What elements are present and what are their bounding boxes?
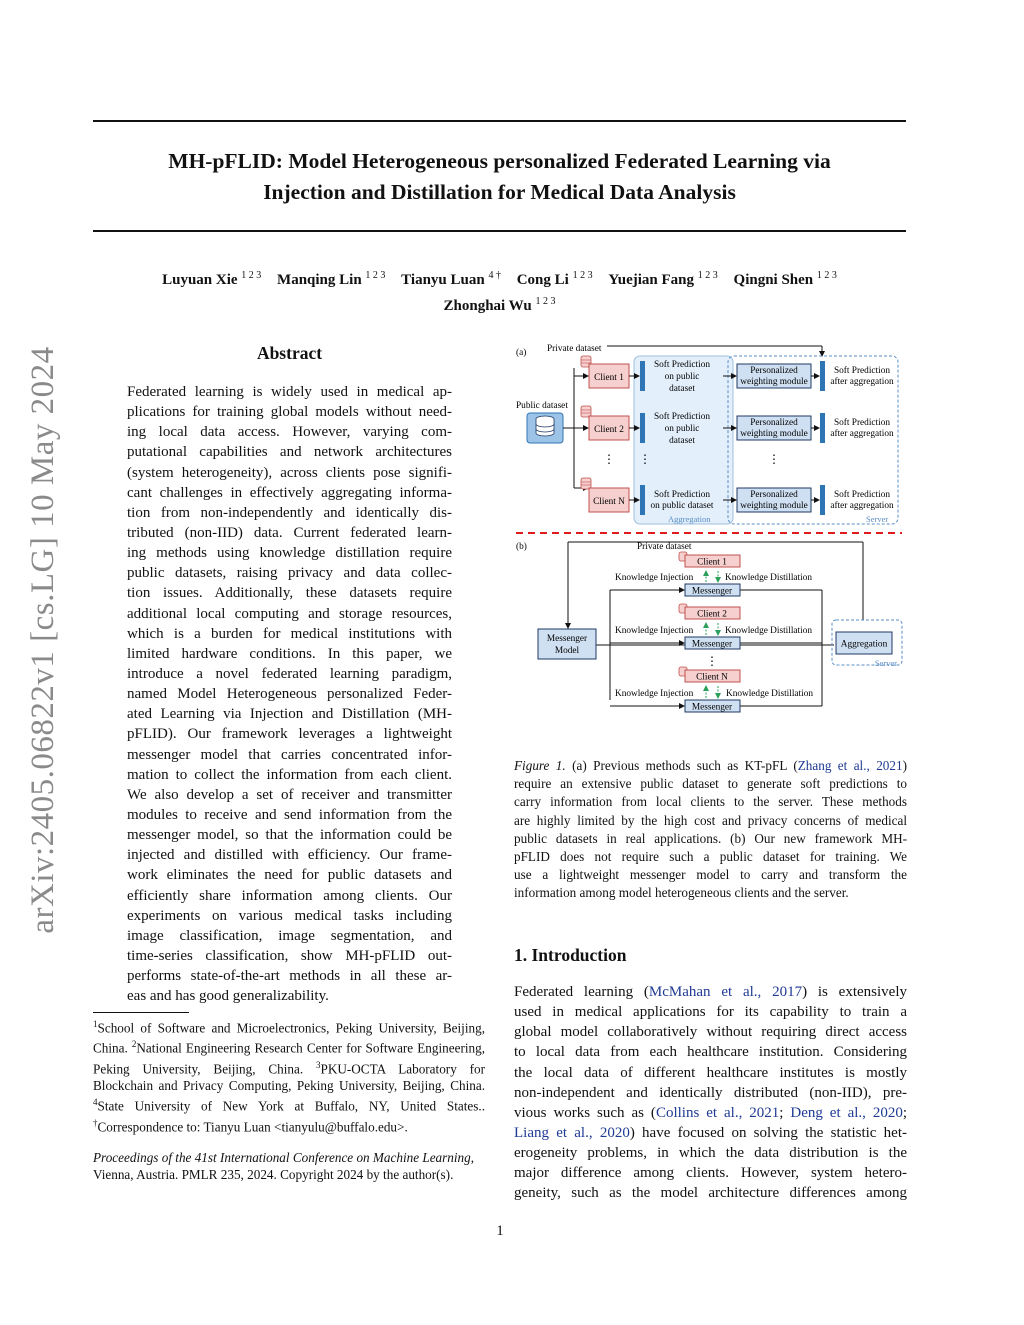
- panel-b-label: (b): [516, 542, 527, 552]
- ellipsis: ⋮: [706, 654, 718, 668]
- caption-line: carry information from local clients to the server. These methods: [514, 794, 907, 810]
- caption-line: Figure 1. (a) Previous methods such as KT-pFL (Zhang et al., 2021): [514, 758, 907, 773]
- ellipsis: ⋮: [603, 452, 615, 466]
- intro-line: Federated learning (McMahan et al., 2017) is extensively: [514, 984, 907, 1000]
- title-line-1: MH-pFLID: Model Heterogeneous personalized Federated Learning via: [168, 149, 831, 173]
- model-bar: [640, 361, 645, 391]
- model-bar: [640, 413, 645, 443]
- abstract-heading: Abstract: [256, 343, 323, 363]
- intro-line: the local data of different healthcare institutes is mostly: [514, 1064, 907, 1081]
- figure-1-diagram: [512, 340, 904, 720]
- soft-pred-label: dataset: [669, 384, 695, 394]
- intro-body: [514, 982, 907, 1204]
- footnote-rule: [93, 1012, 189, 1013]
- abstract-line: (system heterogeneity), across clients pose signifi-: [127, 464, 452, 481]
- title-line-2: Injection and Distillation for Medical Data Analysis: [263, 180, 736, 204]
- abstract-line: eas and has good generalizability.: [127, 988, 329, 1005]
- abstract-line: introduce a novel federated learning paradigm,: [127, 665, 452, 682]
- model-bar: [820, 361, 825, 391]
- abstract-line: pFLID). Our framework leverages a lightweight: [127, 726, 452, 743]
- abstract-line: tributed (non-IID) data. Current federated learn-: [127, 524, 452, 541]
- figure-1: [512, 340, 904, 720]
- intro-line: to local data from each healthcare institution. Considering: [514, 1044, 907, 1061]
- db-icon-clientN: [581, 478, 591, 489]
- module-label: Personalized: [750, 366, 798, 376]
- abstract-line: tion issues. Additionally, these datasets require: [127, 585, 452, 602]
- ellipsis: ⋮: [639, 452, 651, 466]
- caption-line: require an extensive public dataset to generate soft predictions to: [514, 776, 907, 792]
- panel-a-label: (a): [516, 348, 527, 358]
- abstract-line: messenger model that carries concentrated infor-: [127, 746, 452, 763]
- author: Cong Li $^{1 2 3}$: [516, 270, 593, 288]
- abstract-line: performs state-of-the-art methods in all these ar-: [127, 968, 452, 985]
- top-rule: [93, 120, 906, 122]
- abstract-line: experiments on various medical tasks including: [127, 907, 452, 924]
- intro-line: erogeneity problems, in which the data distribution is the: [514, 1145, 907, 1162]
- abstract-line: work eliminates the need for public datasets and: [127, 867, 452, 884]
- knowledge-injection-label: Knowledge Injection: [615, 626, 694, 636]
- citation-link[interactable]: Collins et al., 2021: [655, 1104, 780, 1121]
- intro-line: major difference among clients. However, system hetero-: [514, 1165, 907, 1182]
- abstract-line: mation to collect the information from each client.: [127, 766, 452, 783]
- client-2-label-b: Client 2: [697, 609, 727, 620]
- abstract-line: time-series classification, show MH-pFLID out-: [127, 947, 452, 964]
- soft-pred-label: Soft Prediction: [653, 360, 711, 370]
- caption-line: use a lightweight messenger model to carry and transform the: [514, 867, 907, 883]
- private-dataset-label-a: Private dataset: [547, 344, 602, 354]
- abstract-line: We also develop a set of receiver and transmitter: [127, 786, 452, 803]
- abstract-line: cant challenges in effectively aggregating informa-: [127, 484, 452, 501]
- intro-line: Liang et al., 2020) have focused on solving the statistic het-: [514, 1124, 908, 1141]
- abstract-line: image classification, image segmentation, and: [127, 927, 452, 944]
- abstract-line: injected and distilled with efficiency. Our frame-: [127, 847, 452, 864]
- module-label: Personalized: [750, 490, 798, 500]
- title-bottom-rule: [93, 230, 906, 232]
- private-dataset-label-b: Private dataset: [637, 542, 692, 552]
- module-label: Personalized: [750, 418, 798, 428]
- proceedings-note: Proceedings of the 41st International Conference on Machine Learning, Vienna, Austria. PMLR 235, 2024. Copyright 2024 by the author(s).: [93, 1150, 475, 1182]
- figure-caption: [514, 757, 907, 903]
- abstract-line: named Model Heterogeneous personalized Feder-: [127, 686, 452, 703]
- server-region-label-a: Server: [866, 514, 889, 524]
- intro-line: non-independent and identically distributed (non-IID), pre-: [514, 1084, 907, 1101]
- intro-line: vious works such as (Collins et al., 2021; Deng et al., 2020;: [514, 1104, 908, 1121]
- module-label: weighting module: [740, 377, 808, 387]
- messenger-label: Messenger: [691, 639, 733, 650]
- author: Luyuan Xie $^{1 2 3}$: [162, 270, 262, 288]
- public-dataset-label: Public dataset: [516, 401, 568, 411]
- abstract-line: limited hardware conditions. In this paper, we: [127, 645, 452, 662]
- citation-link[interactable]: Liang et al., 2020: [514, 1124, 630, 1141]
- knowledge-distillation-label: Knowledge Distillation: [725, 626, 813, 636]
- server-region-label-b: Server: [874, 658, 897, 668]
- arxiv-stamp: arXiv:2405.06822v1 [cs.LG] 10 May 2024: [25, 346, 61, 934]
- soft-pred-agg-label: Soft Prediction: [833, 418, 891, 428]
- module-label: weighting module: [740, 429, 808, 439]
- caption-line: are highly limited by the high cost and privacy concerns of medical: [514, 812, 907, 828]
- soft-pred-label: on public: [664, 424, 700, 434]
- client-n-label: Client N: [593, 497, 625, 507]
- soft-pred-agg-label: Soft Prediction: [833, 366, 891, 376]
- abstract-line: ated Learning via Injection and Distillation (MH-: [127, 706, 452, 723]
- client-2-label: Client 2: [594, 425, 624, 435]
- caption-line: pFLID does not require such a public dataset for training. We: [514, 848, 907, 864]
- intro-line: used in medical applications for its capability to train a: [514, 1004, 907, 1021]
- paper-title: [93, 146, 906, 208]
- abstract-line: ing local data access. However, varying com-: [127, 424, 452, 441]
- abstract-line: tion from non-independently and identically dis-: [127, 504, 452, 521]
- caption-line: information among model heterogeneous clients and the server.: [514, 885, 849, 901]
- module-label: weighting module: [740, 501, 808, 511]
- client-n-label-b: Client N: [696, 672, 728, 683]
- db-icon-client2: [581, 406, 591, 417]
- database-icon: [536, 416, 554, 436]
- client-1-label: Client 1: [594, 373, 624, 383]
- abstract-line: efficiently share information among clients. Our: [127, 887, 452, 904]
- messenger-label: Messenger: [691, 702, 733, 713]
- soft-pred-label: on public: [664, 372, 700, 382]
- author: Yuejian Fang $^{1 2 3}$: [608, 270, 718, 288]
- soft-pred-agg-label: Soft Prediction: [833, 490, 891, 500]
- messenger-label: Messenger: [691, 586, 733, 597]
- intro-line: global model collaboratively without requiring direct access: [514, 1024, 907, 1041]
- section-heading: 1. Introduction: [514, 945, 627, 965]
- ellipsis: ⋮: [768, 452, 780, 466]
- author: Manqing Lin $^{1 2 3}$: [277, 270, 386, 288]
- client-1-label-b: Client 1: [697, 557, 727, 568]
- soft-pred-label: on public dataset: [650, 501, 714, 511]
- page-number: 1: [496, 1223, 504, 1239]
- abstract-line: public datasets, raising privacy and data collec-: [127, 565, 452, 582]
- soft-pred-label: dataset: [669, 436, 695, 446]
- knowledge-distillation-label: Knowledge Distillation: [725, 573, 813, 583]
- abstract-line: Federated learning is widely used in medical ap-: [127, 384, 452, 400]
- abstract-body: [127, 382, 452, 1006]
- messenger-model-label: Messenger: [546, 634, 588, 644]
- soft-pred-agg-label: after aggregation: [830, 377, 894, 387]
- abstract-line: additional local computing and storage resources,: [127, 605, 452, 622]
- abstract-line: putational capabilities and network architectures: [127, 444, 452, 461]
- intro-line: geneity, such as the model architecture differences among: [514, 1185, 907, 1202]
- citation-link[interactable]: Zhang et al., 2021: [797, 758, 903, 773]
- soft-pred-agg-label: after aggregation: [830, 429, 894, 439]
- soft-pred-agg-label: after aggregation: [830, 501, 894, 511]
- soft-pred-label: Soft Prediction: [653, 412, 711, 422]
- citation-link[interactable]: McMahan et al., 2017: [648, 984, 803, 1000]
- author: Zhonghai Wu $^{1 2 3}$: [443, 296, 556, 314]
- affiliations-footnote: $^1$School of Software and Microelectronics, Peking University, Beijing, China. $^2$National Engineering Research Center for Software Engineering, Peking University, Beijing, China. $^3$PKU-OCTA Laboratory for Blockchain and Privacy Computing, Peking University, Beijing, China. $^4$State University of New York at Buffalo, NY, United States.. †Correspondence to: Tianyu Luan <tianyulu@buffalo.edu>.: [93, 1019, 485, 1134]
- abstract-line: ing methods using knowledge distillation require: [127, 545, 452, 562]
- abstract-line: messenger model, so that the information could be: [127, 827, 452, 844]
- aggregation-label: Aggregation: [840, 639, 888, 650]
- soft-pred-label: Soft Prediction: [653, 490, 711, 500]
- abstract-line: which is a burden for medical institutions with: [127, 625, 452, 642]
- model-bar: [820, 485, 825, 515]
- aggregation-region-label: Aggregation: [668, 514, 711, 524]
- model-bar: [640, 485, 645, 515]
- author: Qingni Shen $^{1 2 3}$: [733, 270, 837, 288]
- citation-link[interactable]: Deng et al., 2020: [790, 1104, 903, 1121]
- model-bar: [820, 413, 825, 443]
- knowledge-injection-label: Knowledge Injection: [615, 689, 694, 699]
- abstract-line: plications for training global models without need-: [127, 404, 452, 421]
- knowledge-injection-label: Knowledge Injection: [615, 573, 694, 583]
- abstract-line: modules to receive and send information from the: [127, 806, 452, 823]
- author: Tianyu Luan $^{4 \dagger}$: [401, 270, 501, 288]
- author-list: [93, 265, 906, 317]
- messenger-model-label: Model: [554, 646, 580, 656]
- knowledge-distillation-label: Knowledge Distillation: [726, 689, 814, 699]
- caption-line: public datasets in real applications. (b) Our new framework MH-: [514, 830, 907, 846]
